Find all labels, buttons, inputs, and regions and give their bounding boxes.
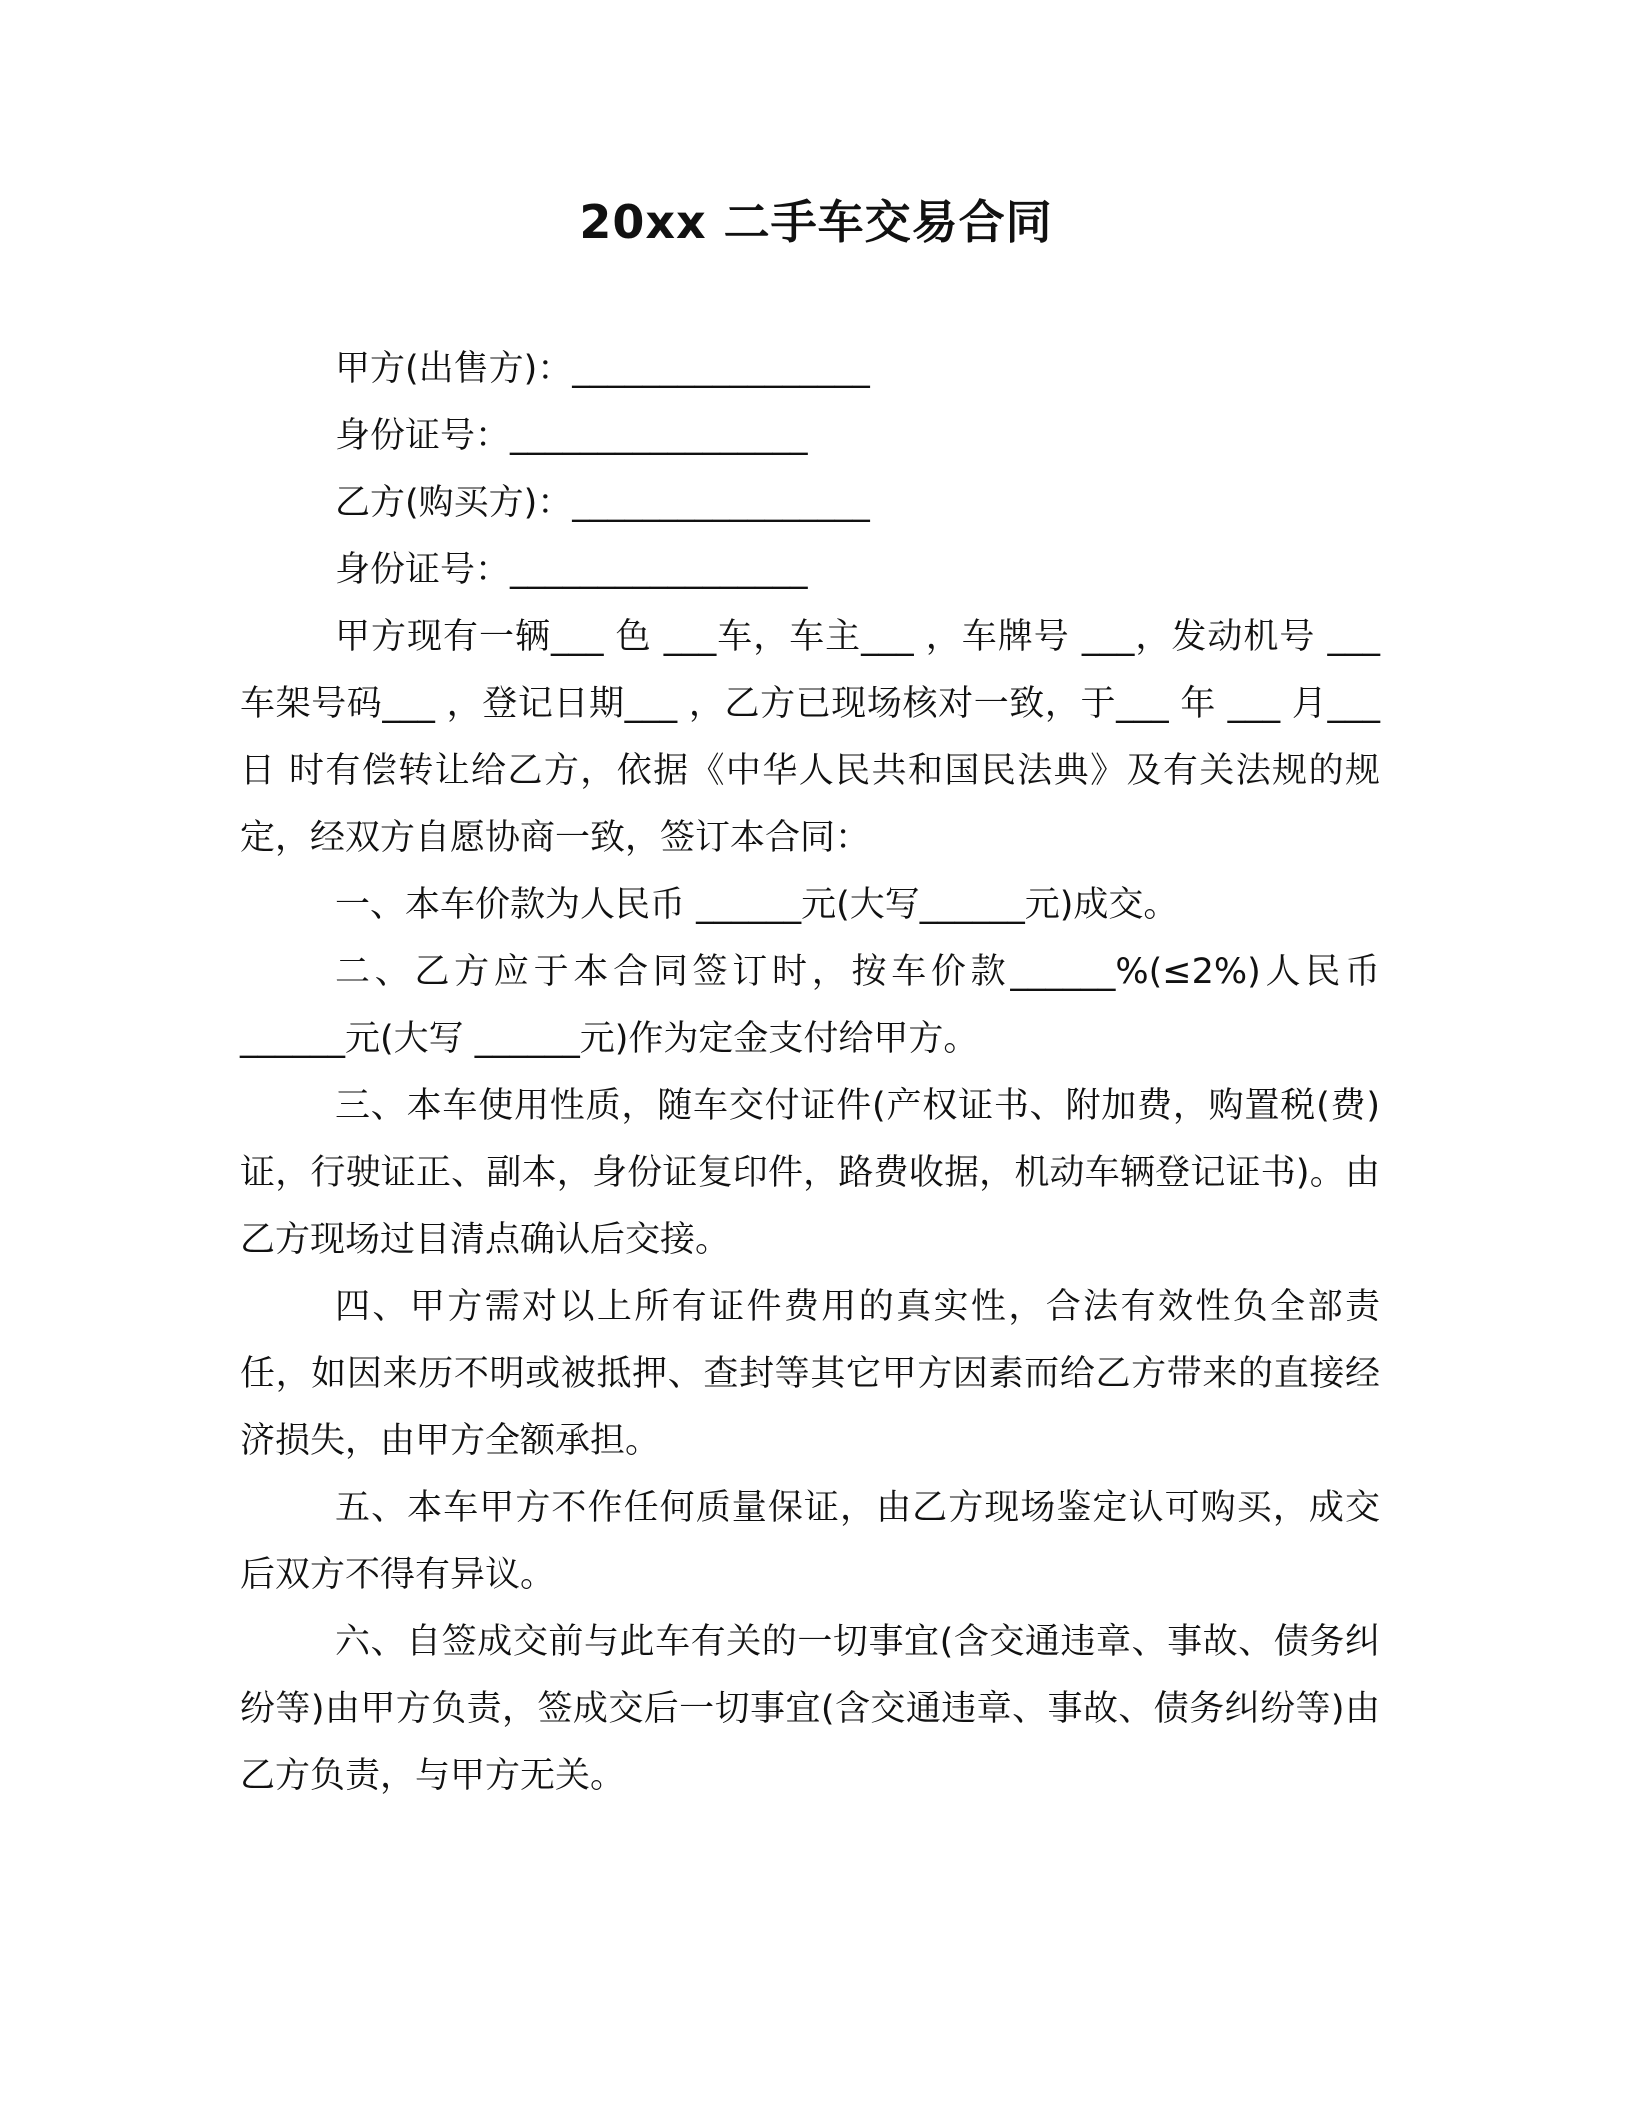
buyer-id-field: 身份证号：_________________ bbox=[335, 550, 808, 590]
clause-5-quality: 五、本车甲方不作任何质量保证，由乙方现场鉴定认可购买，成交后双方不得有异议。 bbox=[240, 1488, 1380, 1595]
clause-1-price: 一、本车价款为人民币 ______元(大写______元)成交。 bbox=[335, 885, 1179, 925]
contract-title: 20xx 二手车交易合同 bbox=[579, 195, 1053, 249]
clause-4-liability: 四、甲方需对以上所有证件费用的真实性，合法有效性负全部责任，如因来历不明或被抵押、查封等其它甲方因素而给乙方带来的直接经济损失，由甲方全额承担。 bbox=[240, 1287, 1380, 1461]
buyer-name-field: 乙方(购买方)：_________________ bbox=[335, 483, 870, 523]
vehicle-intro-paragraph: 甲方现有一辆___ 色 ___车，车主___ ，车牌号 ___，发动机号 ___ 车架号码___ ，登记日期___ ，乙方已现场核对一致，于___ 年 ___ 月___ 日 时有偿转让给乙方，依据《中华人民共和国民法典》及有关法规的规定，经双方自愿协商一致，签订本合同： bbox=[240, 617, 1380, 858]
clause-2-deposit: 二、乙方应于本合同签订时，按车价款______%(≤2%)人民币 ______元(大写 ______元)作为定金支付给甲方。 bbox=[240, 952, 1380, 1059]
clause-6-responsibility: 六、自签成交前与此车有关的一切事宜(含交通违章、事故、债务纠纷等)由甲方负责，签成交后一切事宜(含交通违章、事故、债务纠纷等)由乙方负责，与甲方无关。 bbox=[240, 1622, 1380, 1796]
contract-body bbox=[240, 336, 1380, 1810]
seller-id-field: 身份证号：_________________ bbox=[335, 416, 808, 456]
seller-name-field: 甲方(出售方)：_________________ bbox=[335, 349, 870, 389]
clause-3-documents: 三、本车使用性质，随车交付证件(产权证书、附加费，购置税(费)证，行驶证正、副本，身份证复印件，路费收据，机动车辆登记证书)。由乙方现场过目清点确认后交接。 bbox=[240, 1086, 1380, 1260]
